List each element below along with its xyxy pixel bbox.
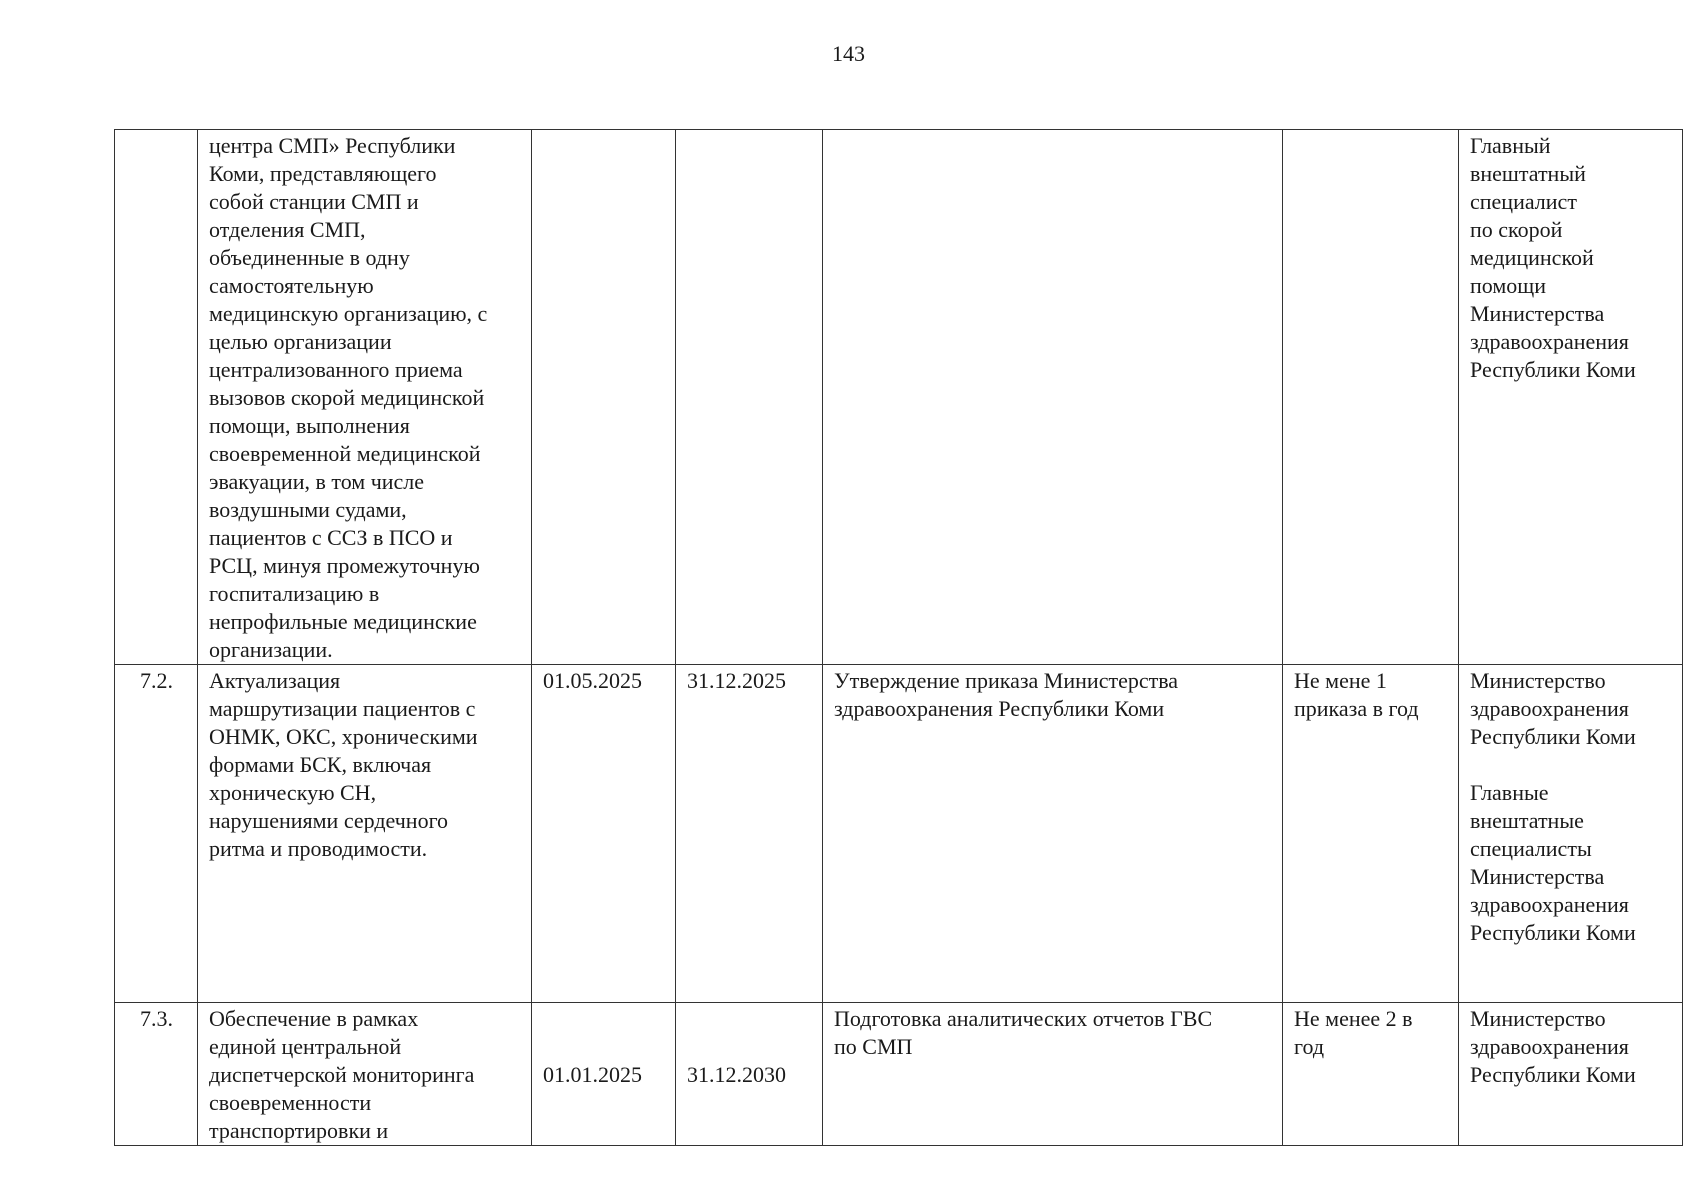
page-number: 143 (832, 41, 865, 66)
indicator-cell: Не мене 1 приказа в год (1283, 665, 1459, 1003)
start-date-cell: 01.01.2025 (532, 1003, 676, 1146)
responsible-primary: Министерство здравоохранения Республики Коми (1470, 668, 1636, 749)
end-date-cell (676, 130, 823, 665)
start-date-cell (532, 130, 676, 665)
responsible-cell: Главный внештатный специалист по скорой медицинской помощи Министерства здравоохранения Республики Коми (1459, 130, 1683, 665)
indicator-cell: Не менее 2 в год (1283, 1003, 1459, 1146)
event-cell: Обеспечение в рамках единой центральной диспетчерской мониторинга своевременности транспортировки и (198, 1003, 532, 1146)
result-cell (823, 130, 1283, 665)
end-date-cell: 31.12.2030 (676, 1003, 823, 1146)
end-date-cell: 31.12.2025 (676, 665, 823, 1003)
responsible-secondary: Главные внештатные специалисты Министерства здравоохранения Республики Коми (1470, 780, 1636, 945)
row-number-cell: 7.3. (115, 1003, 198, 1146)
result-cell: Утверждение приказа Министерства здравоохранения Республики Коми (823, 665, 1283, 1003)
action-plan-table (114, 129, 1683, 1146)
indicator-cell (1283, 130, 1459, 665)
table-row (115, 1003, 1683, 1146)
row-number-cell (115, 130, 198, 665)
row-number-cell: 7.2. (115, 665, 198, 1003)
event-cell: Актуализация маршрутизации пациентов с ОНМК, ОКС, хроническими формами БСК, включая хроническую СН, нарушениями сердечного ритма и проводимости. (198, 665, 532, 1003)
paragraph-gap (1470, 751, 1672, 779)
start-date-cell: 01.05.2025 (532, 665, 676, 1003)
event-cell: центра СМП» Республики Коми, представляющего собой станции СМП и отделения СМП, объединенные в одну самостоятельную медицинскую организацию, с целью организации централизованного приема вызовов скорой медицинской помощи, выполнения своевременной медицинской эвакуации, в том числе воздушными судами, пациентов с ССЗ в ПСО и РСЦ, минуя промежуточную госпитализацию в непрофильные медицинские организации. (198, 130, 532, 665)
responsible-cell: Министерство здравоохранения Республики Коми (1459, 1003, 1683, 1146)
table-row (115, 130, 1683, 665)
responsible-cell (1459, 665, 1683, 1003)
result-cell: Подготовка аналитических отчетов ГВС по СМП (823, 1003, 1283, 1146)
table-row (115, 665, 1683, 1003)
